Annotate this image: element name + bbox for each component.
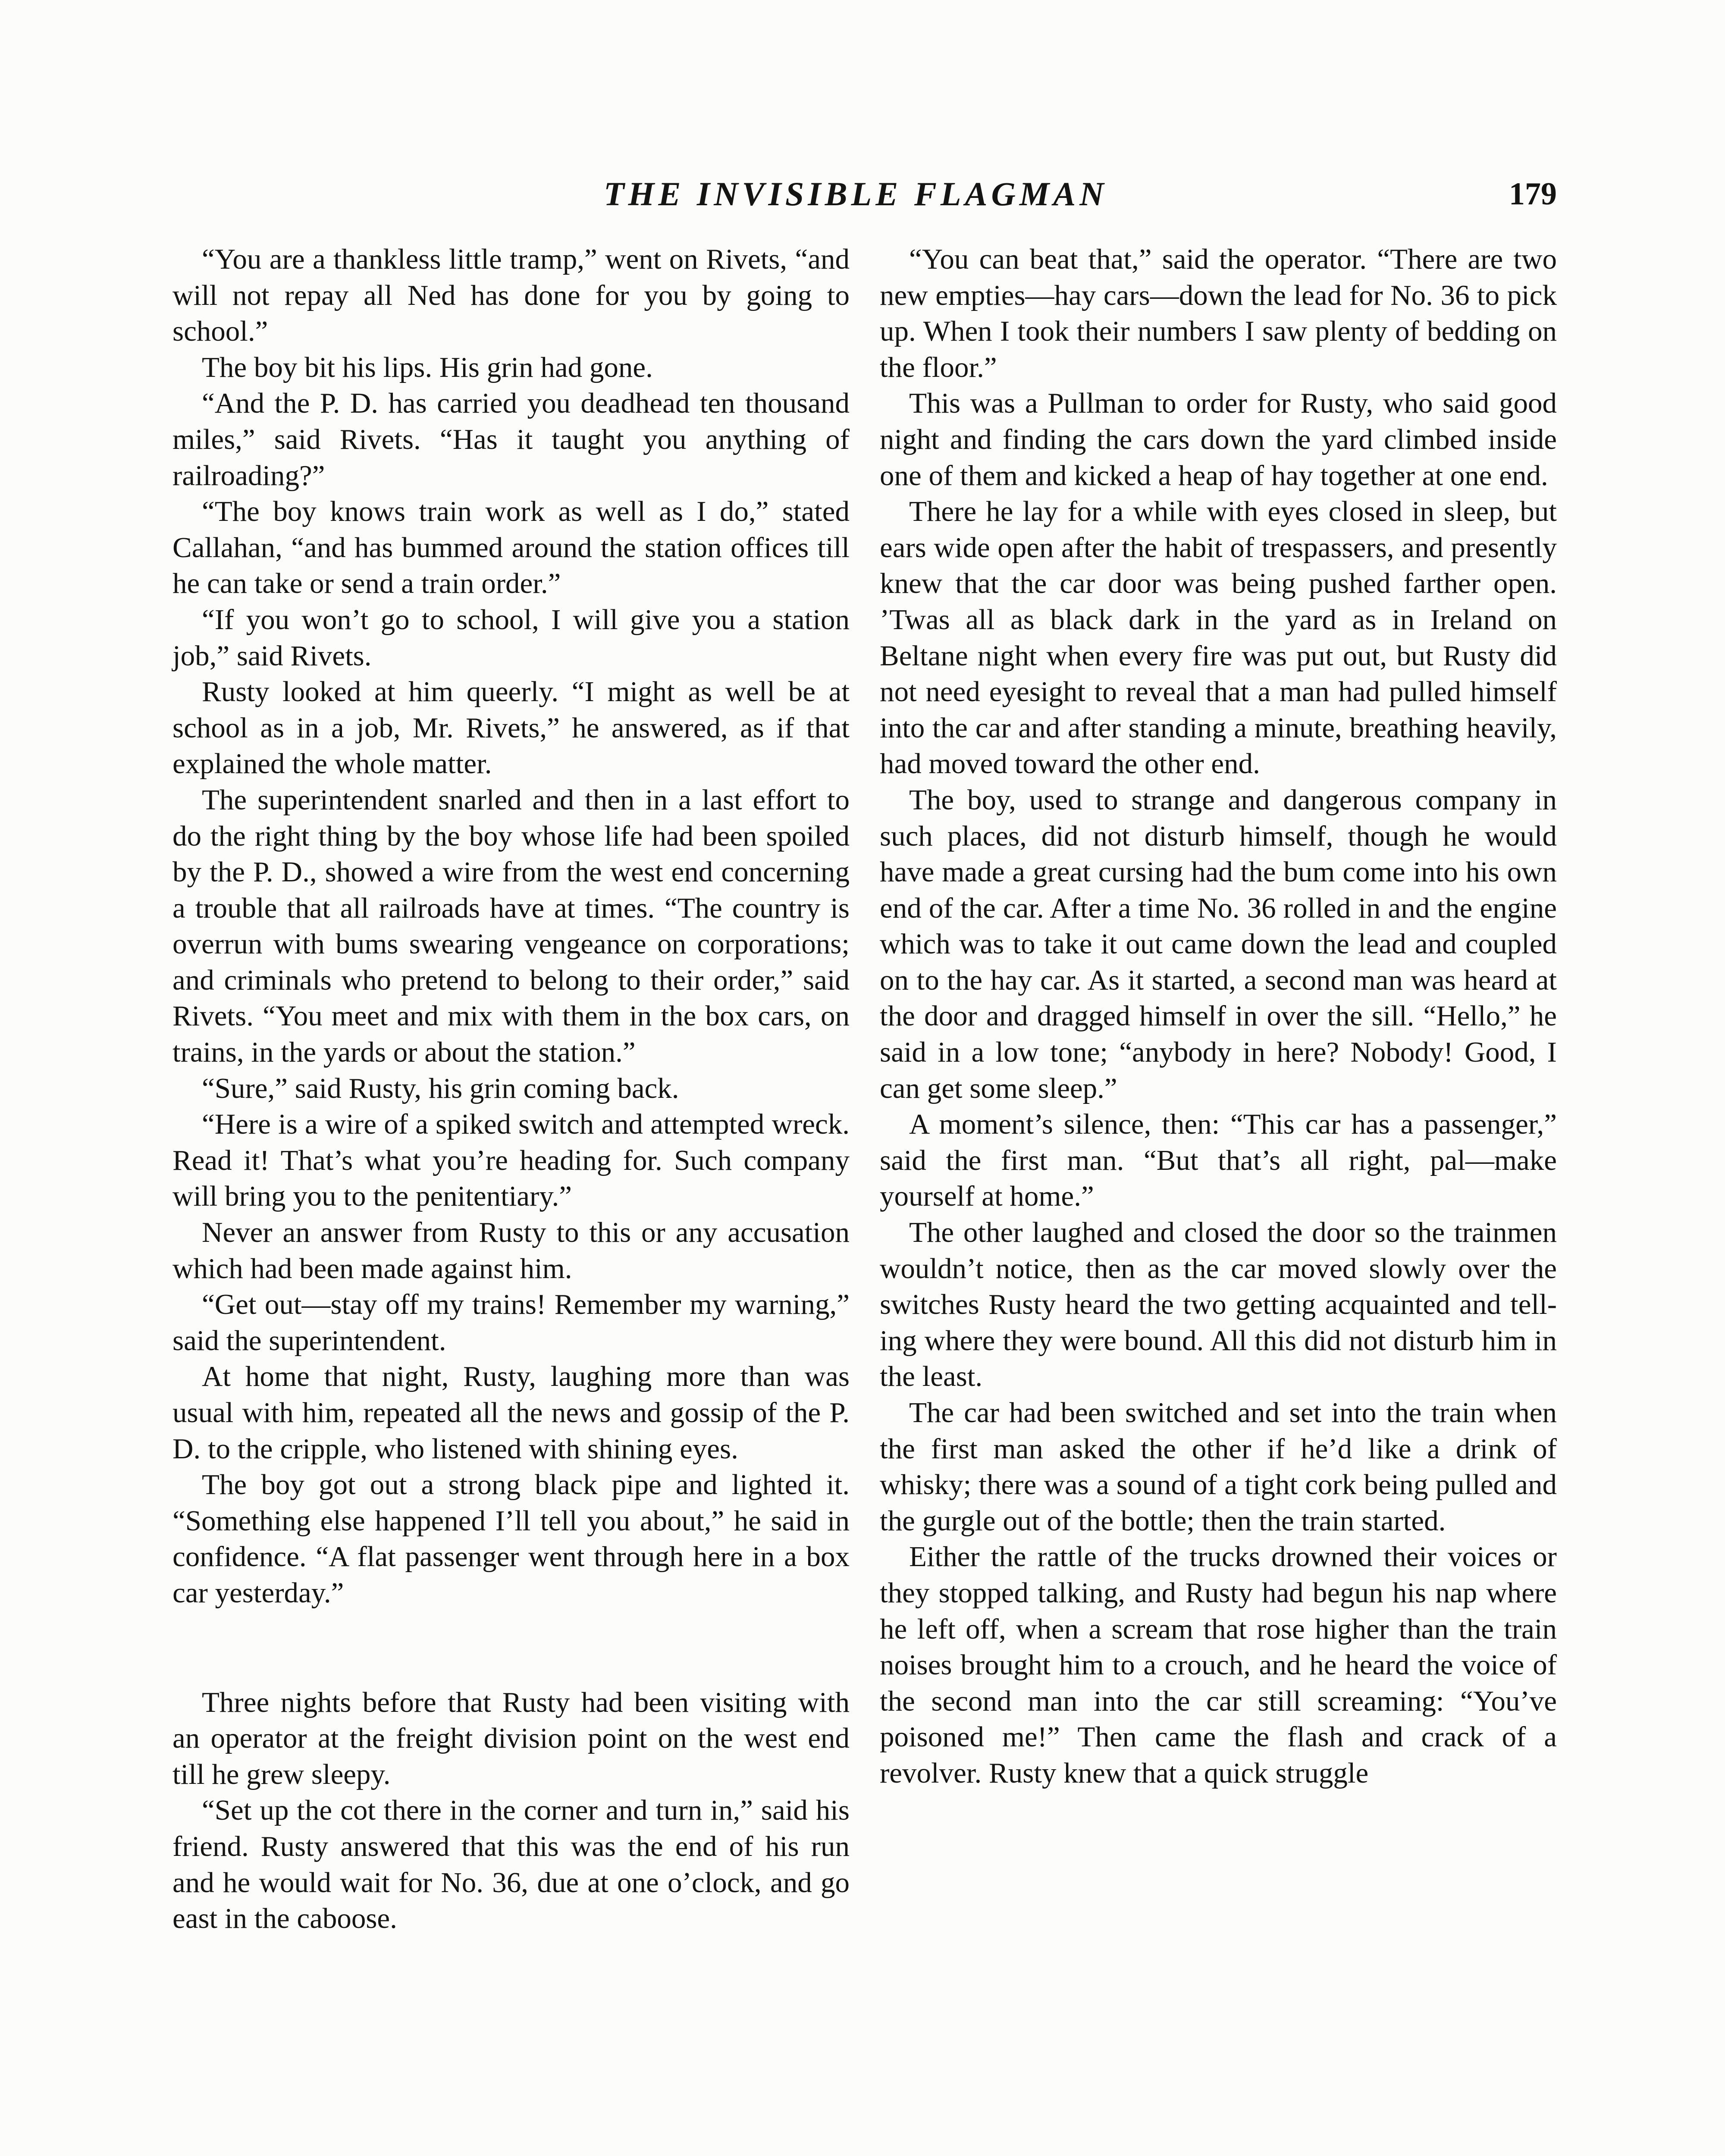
paragraph: The car had been switched and set into the train when the first man asked the other if he’d like a drink of whisky; there was a sound of a tight cork being pulled and the gurgle out of the bottle; then the train started. — [880, 1397, 1557, 1537]
paragraph: At home that night, Rusty, laughing more than was usual with him, repeated all the news and gossip of the P. D. to the cripple, who listened with shining eyes. — [172, 1360, 850, 1465]
paragraph: “Get out—stay off my trains! Remember my warning,” said the superintendent. — [172, 1288, 850, 1357]
running-head — [0, 172, 1725, 224]
paragraph: The other laughed and closed the door so the trainmen wouldn’t notice, then as the car moved slowly over the switches Rusty heard the two getting acquainted and telling where they were bound. All this did not disturb him in the least. — [880, 1216, 1557, 1393]
left-column — [172, 241, 850, 1937]
page-number: 179 — [1509, 176, 1557, 212]
paragraph: “You can beat that,” said the operator. “There are two new empties—hay cars—down the lead for No. 36 to pick up. When I took their numbers I saw plenty of bedding on the floor.” — [880, 243, 1557, 383]
paragraph: Either the rattle of the trucks drowned their voices or they stopped talking, and Rusty had begun his nap where he left off, when a scream that rose higher than the train noises brought him to a crouch, and he heard the voice of the second man into the car still screaming: “You’ve poisoned me!” Then came the flash and crack of a revolver. Rusty knew that a quick struggle — [880, 1541, 1557, 1789]
running-title: THE INVISIBLE FLAGMAN — [604, 175, 1108, 213]
paragraph: The superintendent snarled and then in a last effort to do the right thing by the boy whose life had been spoiled by the P. D., showed a wire from the west end concerning a trouble that all railroads have at times. “The country is overrun with bums swearing vengeance on corporations; and criminals who pretend to belong to their order,” said Rivets. “You meet and mix with them in the box cars, on trains, in the yards or about the station.” — [172, 783, 850, 1069]
right-column — [880, 241, 1557, 1792]
paragraph: “Here is a wire of a spiked switch and attempted wreck. Read it! That’s what you’re heading for. Such company will bring you to the penitentiary.” — [172, 1108, 850, 1213]
paragraph: The boy got out a strong black pipe and lighted it. “Something else happened I’ll tell you about,” he said in confidence. “A flat passenger went through here in a box car yesterday.” — [172, 1469, 850, 1609]
paragraph: The boy bit his lips. His grin had gone. — [202, 351, 653, 383]
paragraph: “And the P. D. has carried you deadhead ten thousand miles,” said Rivets. “Has it taught you anything of railroading?” — [172, 387, 850, 492]
paragraph: A moment’s silence, then: “This car has a passenger,” said the first man. “But that’s all right, pal—make yourself at home.” — [880, 1108, 1557, 1213]
paragraph: “Sure,” said Rusty, his grin coming back. — [202, 1072, 679, 1104]
paragraph: There he lay for a while with eyes closed in sleep, but ears wide open after the habit of trespassers, and presently knew that the car door was being pushed farther open. ’Twas all as black dark in the yard as in Ireland on Beltane night when every fire was put out, but Rusty did not need eyesight to reveal that a man had pulled himself into the car and after standing a minute, breathing heavily, had moved toward the other end. — [880, 495, 1557, 780]
paragraph-section-start: Three nights before that Rusty had been visiting with an operator at the freight division point on the west end till he grew sleepy. — [172, 1686, 850, 1790]
paragraph: “The boy knows train work as well as I do,” stated Callahan, “and has bummed around the station offices till he can take or send a train order.” — [172, 495, 850, 600]
paragraph: “You are a thankless little tramp,” went on Rivets, “and will not repay all Ned has done for you by going to school.” — [172, 243, 850, 348]
paragraph: This was a Pullman to order for Rusty, who said good night and finding the cars down the yard climbed inside one of them and kicked a heap of hay together at one end. — [880, 387, 1557, 492]
paragraph: The boy, used to strange and dangerous company in such places, did not disturb himself, though he would have made a great cursing had the bum come into his own end of the car. After a time No. 36 rolled in and the engine which was to take it out came down the lead and coupled on to the hay car. As it started, a second man was heard at the door and dragged himself in over the sill. “Hello,” he said in a low tone; “anybody in here? Nobody! Good, I can get some sleep.” — [880, 783, 1557, 1104]
paragraph: “If you won’t go to school, I will give you a station job,” said Rivets. — [172, 603, 850, 672]
paragraph: Never an answer from Rusty to this or any accusation which had been made against him. — [172, 1216, 850, 1285]
paragraph: Rusty looked at him queerly. “I might as well be at school as in a job, Mr. Rivets,” he answered, as if that explained the whole matter. — [172, 676, 850, 780]
paragraph: “Set up the cot there in the corner and turn in,” said his friend. Rusty answered that this was the end of his run and he would wait for No. 36, due at one o’clock, and go east in the caboose. — [172, 1794, 850, 1935]
